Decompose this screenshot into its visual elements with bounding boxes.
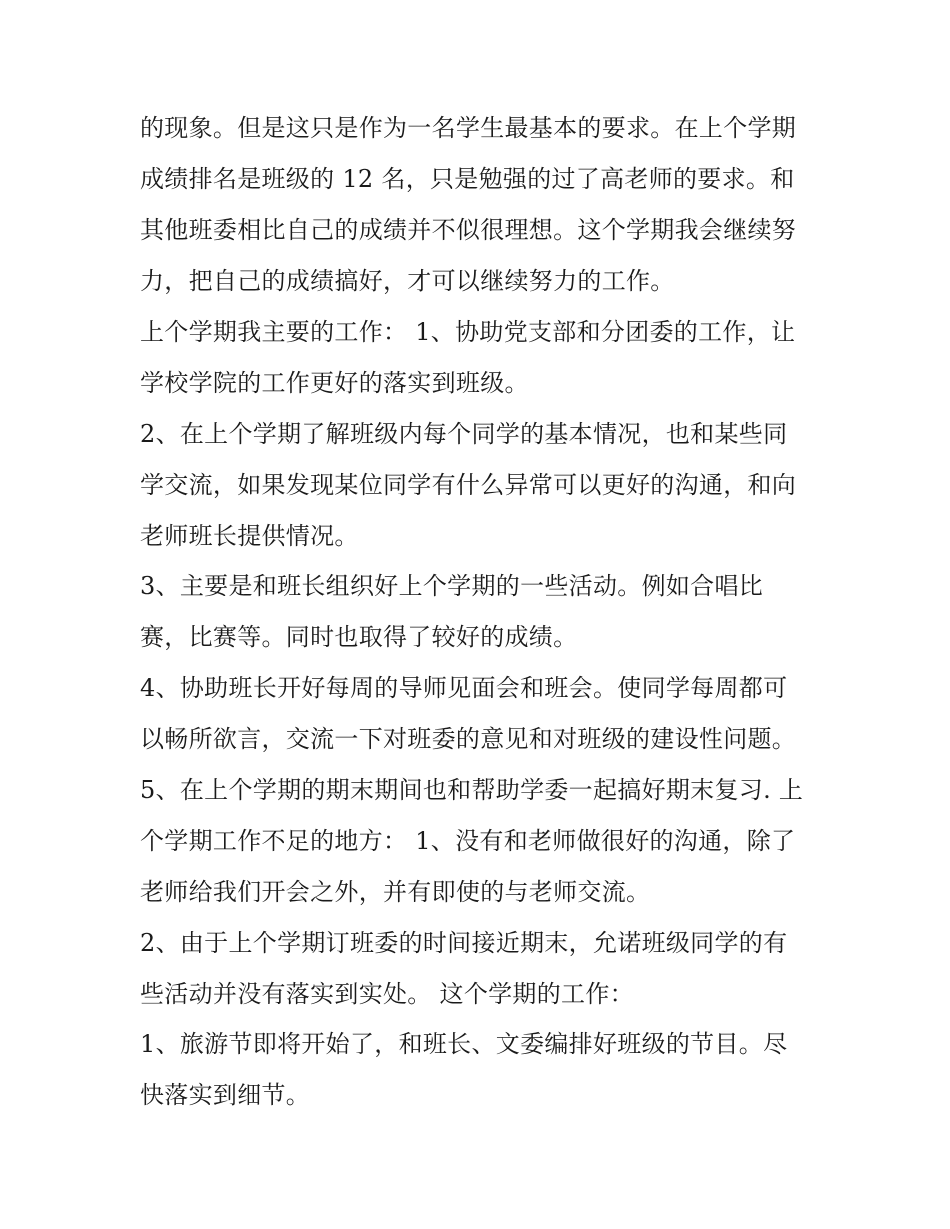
text-line: 学交流，如果发现某位同学有什么异常可以更好的沟通，和向: [140, 471, 797, 499]
text-line: 力，把自己的成绩搞好，才可以继续努力的工作。: [140, 267, 675, 295]
text-line: 老师班长提供情况。: [140, 522, 359, 550]
text-line: 2、在上个学期了解班级内每个同学的基本情况，也和某些同: [140, 420, 788, 448]
text-line: 其他班委相比自己的成绩并不似很理想。这个学期我会继续努: [140, 216, 797, 244]
text-line: 快落实到细节。: [140, 1081, 311, 1109]
text-line: 2、由于上个学期订班委的时间接近期末，允诺班级同学的有: [140, 929, 788, 957]
text-line: 4、协助班长开好每周的导师见面会和班会。使同学每周都可: [140, 674, 788, 702]
text-line: 的现象。但是这只是作为一名学生最基本的要求。在上个学期: [140, 114, 797, 142]
text-line: 以畅所欲言，交流一下对班委的意见和对班级的建设性问题。: [140, 725, 797, 753]
text-line: 5、在上个学期的期末期间也和帮助学委一起搞好期末复习. 上: [140, 776, 804, 804]
text-line: 些活动并没有落实到实处。 这个学期的工作：: [140, 980, 634, 1008]
text-line: 赛，比赛等。同时也取得了较好的成绩。: [140, 623, 578, 651]
text-line: 1、旅游节即将开始了，和班长、文委编排好班级的节目。尽: [140, 1030, 788, 1058]
text-line: 个学期工作不足的地方： 1、没有和老师做很好的沟通，除了: [140, 827, 796, 855]
text-line: 老师给我们开会之外，并有即使的与老师交流。: [140, 878, 651, 906]
text-line: 学校学院的工作更好的落实到班级。: [140, 369, 529, 397]
text-line: 上个学期我主要的工作： 1、协助党支部和分团委的工作，让: [140, 318, 796, 346]
text-line: 成绩排名是班级的 12 名，只是勉强的过了高老师的要求。和: [140, 165, 795, 193]
text-line: 3、主要是和班长组织好上个学期的一些活动。例如合唱比: [140, 572, 764, 600]
